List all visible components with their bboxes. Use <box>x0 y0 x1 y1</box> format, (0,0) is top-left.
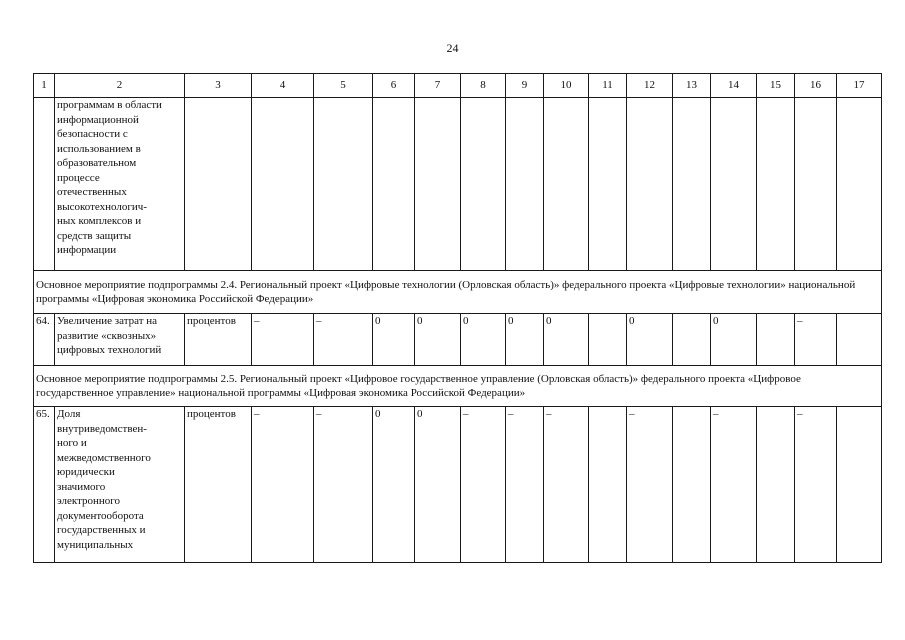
value-cell: – <box>711 407 757 563</box>
header-cell: 13 <box>673 74 711 98</box>
value-cell: – <box>795 314 837 366</box>
header-cell: 4 <box>252 74 314 98</box>
header-cell: 17 <box>837 74 882 98</box>
value-cell: – <box>544 407 589 563</box>
value-cell <box>757 98 795 271</box>
value-cell <box>589 314 627 366</box>
value-cell: – <box>506 407 544 563</box>
value-cell: 0 <box>544 314 589 366</box>
row-description: Увеличение затрат на развитие «сквозных» цифровых технологий <box>55 314 185 366</box>
header-cell: 6 <box>373 74 415 98</box>
value-cell: 0 <box>373 314 415 366</box>
header-cell: 9 <box>506 74 544 98</box>
value-cell <box>673 98 711 271</box>
value-cell: 0 <box>373 407 415 563</box>
row-description: Доля внутриведомствен- ного и межведомственного юридически значимого электронного документооборота государственных и муниципальных <box>55 407 185 563</box>
value-cell <box>757 314 795 366</box>
page-number: 24 <box>446 41 459 55</box>
header-cell: 12 <box>627 74 673 98</box>
table-row-64 <box>34 314 882 366</box>
section-heading: Основное мероприятие подпрограммы 2.4. Региональный проект «Цифровые технологии (Орловская область)» федерального проекта «Цифровые технологии» национальной программы «Цифровая экономика Российской Федерации» <box>34 271 882 314</box>
row-number: 65. <box>34 407 55 563</box>
value-cell <box>711 98 757 271</box>
value-cell <box>837 407 882 563</box>
header-cell: 2 <box>55 74 185 98</box>
header-cell: 5 <box>314 74 373 98</box>
value-cell <box>589 407 627 563</box>
header-row <box>34 74 882 98</box>
value-cell: 0 <box>711 314 757 366</box>
section-row <box>34 271 882 314</box>
row-description: программам в области информационной безопасности с использованием в образовательном процессе отечественных высокотехнологич- ных комплексов и средств защиты информации <box>55 98 185 271</box>
value-cell <box>252 98 314 271</box>
value-cell <box>461 98 506 271</box>
indicators-table <box>33 73 882 563</box>
value-cell <box>314 98 373 271</box>
value-cell: 0 <box>506 314 544 366</box>
value-cell <box>795 98 837 271</box>
value-cell <box>757 407 795 563</box>
value-cell: 0 <box>415 314 461 366</box>
row-number: 64. <box>34 314 55 366</box>
value-cell: – <box>795 407 837 563</box>
header-cell: 10 <box>544 74 589 98</box>
header-cell: 7 <box>415 74 461 98</box>
value-cell <box>837 98 882 271</box>
section-heading: Основное мероприятие подпрограммы 2.5. Региональный проект «Цифровое государственное управление (Орловская область)» федерального проекта «Цифровое государственное управление» национальной программы «Цифровая экономика Российской Федерации» <box>34 366 882 407</box>
table-row-continuation <box>34 98 882 271</box>
table-row-65 <box>34 407 882 563</box>
value-cell <box>673 314 711 366</box>
value-cell <box>673 407 711 563</box>
value-cell: 0 <box>461 314 506 366</box>
value-cell <box>506 98 544 271</box>
value-cell: 0 <box>627 314 673 366</box>
value-cell <box>415 98 461 271</box>
unit-cell <box>185 98 252 271</box>
header-cell: 8 <box>461 74 506 98</box>
value-cell: – <box>314 407 373 563</box>
value-cell <box>373 98 415 271</box>
value-cell <box>589 98 627 271</box>
unit-cell: процентов <box>185 314 252 366</box>
value-cell <box>627 98 673 271</box>
header-cell: 11 <box>589 74 627 98</box>
header-cell: 16 <box>795 74 837 98</box>
header-cell: 15 <box>757 74 795 98</box>
value-cell: 0 <box>415 407 461 563</box>
value-cell: – <box>314 314 373 366</box>
value-cell: – <box>252 314 314 366</box>
header-cell: 1 <box>34 74 55 98</box>
unit-cell: процентов <box>185 407 252 563</box>
row-number-cell <box>34 98 55 271</box>
value-cell: – <box>627 407 673 563</box>
value-cell <box>544 98 589 271</box>
value-cell <box>837 314 882 366</box>
value-cell: – <box>252 407 314 563</box>
header-cell: 14 <box>711 74 757 98</box>
value-cell: – <box>461 407 506 563</box>
header-cell: 3 <box>185 74 252 98</box>
section-row <box>34 366 882 407</box>
